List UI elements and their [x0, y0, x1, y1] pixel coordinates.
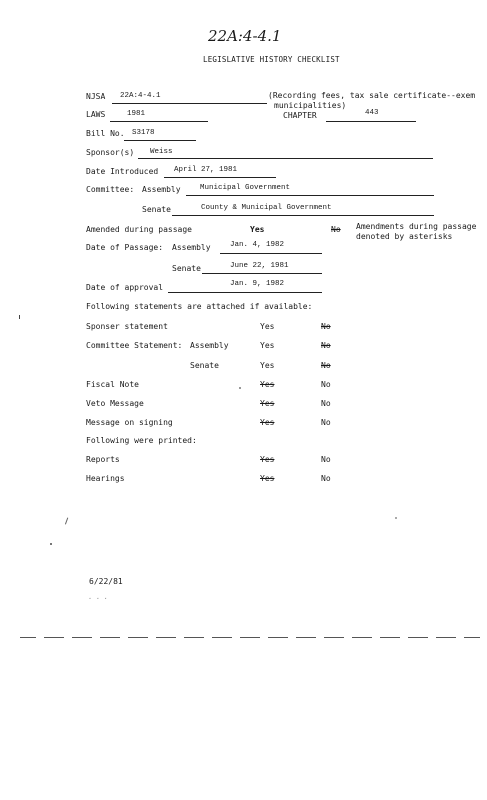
tear-line-segment	[408, 637, 428, 638]
tear-line-segment	[100, 637, 120, 638]
passage-senate-date: June 22, 1981	[230, 262, 289, 270]
tear-line-segment	[324, 637, 344, 638]
passage-assembly-label: Assembly	[172, 243, 211, 252]
passage-senate-underline	[202, 273, 322, 274]
njsa-label: NJSA	[86, 92, 106, 101]
tear-line-segment	[44, 637, 64, 638]
handwritten-code: 22A:4-4.1	[208, 27, 282, 45]
tear-line-segment	[268, 637, 288, 638]
scan-speck	[65, 518, 71, 526]
committee-label: Committee:	[86, 185, 135, 194]
amended-note-2: denoted by asterisks	[356, 232, 453, 241]
date-approval-value: Jan. 9, 1982	[230, 280, 285, 288]
tear-line-segment	[72, 637, 92, 638]
passage-senate-label: Senate	[172, 264, 201, 273]
subject-line-2: municipalities)	[274, 101, 347, 110]
senate-committee-underline	[172, 215, 434, 216]
tear-line-segment	[240, 637, 260, 638]
veto-message-label: Veto Message	[86, 399, 144, 408]
footer-scribble: ...	[88, 592, 112, 601]
chapter-value: 443	[365, 109, 379, 117]
date-introduced-value: April 27, 1981	[174, 166, 238, 174]
amended-no: No	[331, 225, 341, 234]
hearings-label: Hearings	[86, 474, 125, 483]
assembly-committee-underline	[186, 195, 434, 196]
committee-statement-assembly-no: No	[321, 341, 331, 350]
committee-statement-senate-no: No	[321, 361, 331, 370]
sponsor-label: Sponsor(s)	[86, 148, 135, 157]
assembly-committee-value: Municipal Government	[200, 184, 291, 192]
committee-statement-senate-yes: Yes	[260, 361, 275, 370]
tear-line-segment	[380, 637, 400, 638]
date-passage-label: Date of Passage:	[86, 243, 164, 252]
amended-yes: Yes	[250, 225, 265, 234]
scan-speck	[50, 543, 52, 545]
amended-label: Amended during passage	[86, 225, 192, 234]
veto-message-no: No	[321, 399, 331, 408]
subject-line-1: (Recording fees, tax sale certificate--exem	[268, 91, 476, 100]
amended-note-1: Amendments during passage	[356, 222, 477, 231]
hearings-yes: Yes	[260, 474, 275, 483]
fiscal-note-label: Fiscal Note	[86, 380, 139, 389]
committee-statement-assembly-label: Assembly	[190, 341, 229, 350]
tear-line-segment	[212, 637, 232, 638]
senate-committee-value: County & Municipal Government	[201, 204, 332, 212]
sponsor-statement-yes: Yes	[260, 322, 275, 331]
signing-message-no: No	[321, 418, 331, 427]
passage-assembly-underline	[220, 253, 322, 254]
njsa-underline	[112, 103, 267, 104]
njsa-value: 22A:4-4.1	[120, 92, 161, 100]
tear-line-segment	[128, 637, 148, 638]
bill-label: Bill No.	[86, 129, 125, 138]
statements-heading: Following statements are attached if available:	[86, 302, 313, 311]
tear-line-segment	[296, 637, 316, 638]
committee-statement-senate-label: Senate	[190, 361, 219, 370]
reports-label: Reports	[86, 455, 120, 464]
scan-speck	[239, 387, 241, 389]
date-introduced-underline	[164, 177, 276, 178]
sponsor-statement-no: No	[321, 322, 331, 331]
veto-message-yes: Yes	[260, 399, 275, 408]
scan-speck	[395, 517, 397, 519]
tear-line-segment	[436, 637, 456, 638]
page-title: LEGISLATIVE HISTORY CHECKLIST	[203, 55, 340, 64]
bill-value: S3178	[132, 129, 155, 137]
date-introduced-label: Date Introduced	[86, 167, 159, 176]
signing-message-yes: Yes	[260, 418, 275, 427]
tear-line-segment	[184, 637, 204, 638]
reports-yes: Yes	[260, 455, 275, 464]
sponsor-statement-label: Sponser statement	[86, 322, 168, 331]
sponsor-value: Weiss	[150, 148, 173, 156]
date-approval-underline	[168, 292, 322, 293]
committee-senate-label: Senate	[142, 205, 171, 214]
date-approval-label: Date of approval	[86, 283, 164, 292]
reports-no: No	[321, 455, 331, 464]
printed-heading: Following were printed:	[86, 436, 197, 445]
footer-date-stamp: 6/22/81	[89, 577, 123, 586]
tear-line-segment	[20, 637, 36, 638]
committee-statement-label: Committee Statement:	[86, 341, 183, 350]
fiscal-note-yes: Yes	[260, 380, 275, 389]
committee-statement-assembly-yes: Yes	[260, 341, 275, 350]
laws-underline	[110, 121, 208, 122]
tear-line-segment	[352, 637, 372, 638]
tear-line-segment	[156, 637, 176, 638]
laws-label: LAWS	[86, 110, 106, 119]
tear-line-segment	[464, 637, 480, 638]
sponsor-underline	[138, 158, 433, 159]
chapter-underline	[326, 121, 416, 122]
laws-value: 1981	[127, 110, 146, 118]
fiscal-note-no: No	[321, 380, 331, 389]
chapter-label: CHAPTER	[283, 111, 317, 120]
hearings-no: No	[321, 474, 331, 483]
signing-message-label: Message on signing	[86, 418, 173, 427]
bill-underline	[124, 140, 196, 141]
scan-speck	[19, 315, 20, 319]
committee-assembly-label: Assembly	[142, 185, 181, 194]
passage-assembly-date: Jan. 4, 1982	[230, 241, 285, 249]
